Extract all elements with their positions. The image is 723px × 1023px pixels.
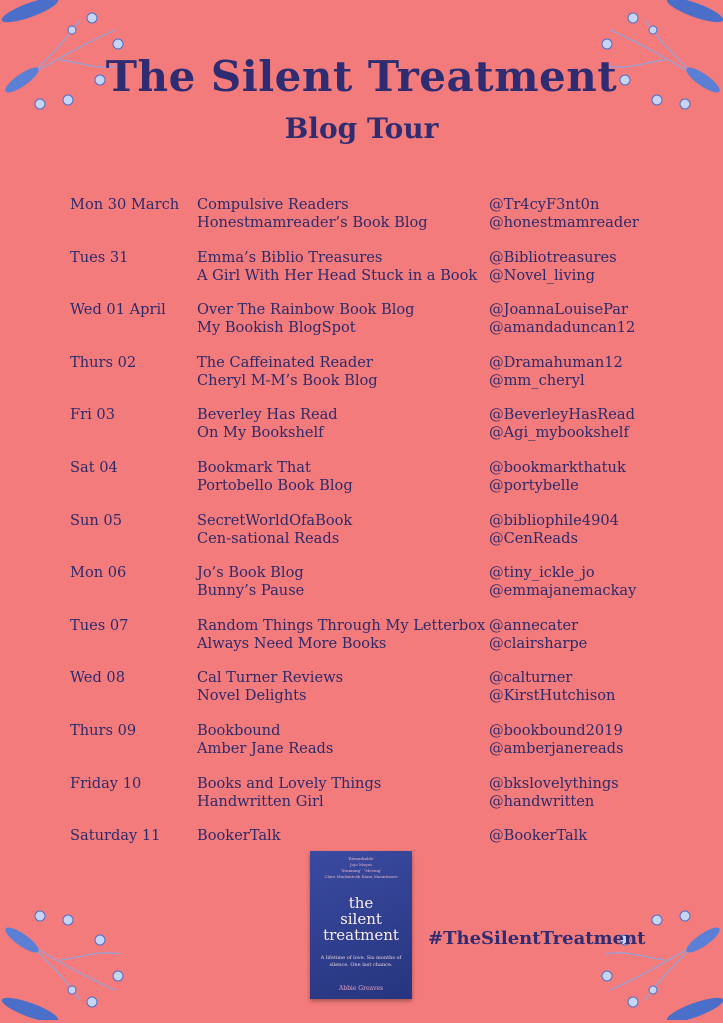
hashtag: #TheSilentTreatment xyxy=(428,928,646,949)
tour-date: Friday 10 xyxy=(70,774,142,792)
blog-names xyxy=(197,301,489,354)
cover-quote: ‘Stunning’ xyxy=(340,868,362,873)
twitter-handles xyxy=(489,459,689,512)
tour-date: Tues 07 xyxy=(70,616,129,634)
blog-name: Bunny’s Pause xyxy=(197,582,305,600)
twitter-handle: @emmajanemackay xyxy=(489,582,637,600)
twitter-handle: @amberjanereads xyxy=(489,739,624,757)
blog-names xyxy=(197,196,489,249)
cover-quote: ‘Moving’ xyxy=(363,868,382,873)
schedule-row xyxy=(70,249,690,302)
twitter-handles xyxy=(489,617,689,670)
blog-name: Cal Turner Reviews xyxy=(197,669,344,687)
schedule-row xyxy=(70,564,690,617)
twitter-handle: @Agi_mybookshelf xyxy=(489,424,629,442)
twitter-handle: @CenReads xyxy=(489,529,578,547)
twitter-handle: @calturner xyxy=(489,669,573,687)
twitter-handle: @bkslovelythings xyxy=(489,774,619,792)
cover-quote: ‘Remarkable’ xyxy=(347,856,375,861)
cover-title xyxy=(310,895,412,943)
blog-name: Always Need More Books xyxy=(197,634,387,652)
blog-names xyxy=(197,354,489,407)
schedule-row xyxy=(70,669,690,722)
tour-date: Mon 06 xyxy=(70,564,127,582)
twitter-handles xyxy=(489,406,689,459)
tour-date: Sun 05 xyxy=(70,511,123,529)
twitter-handles xyxy=(489,249,689,302)
blog-name: Random Things Through My Letterbox xyxy=(197,616,486,634)
twitter-handle: @KirstHutchison xyxy=(489,687,616,705)
twitter-handle: @honestmamreader xyxy=(489,214,639,231)
blog-name: On My Bookshelf xyxy=(197,424,324,442)
cover-quote-author: Jojo Moyes xyxy=(349,862,373,867)
twitter-handles xyxy=(489,512,689,565)
tour-date: Tues 31 xyxy=(70,248,129,266)
twitter-handle: @tiny_ickle_jo xyxy=(489,564,595,582)
twitter-handle: @handwritten xyxy=(489,792,595,810)
blog-name: Bookmark That xyxy=(197,458,311,476)
blog-names xyxy=(197,669,489,722)
schedule-row xyxy=(70,406,690,459)
tour-date: Mon 30 March xyxy=(70,196,180,213)
twitter-handle: @mm_cheryl xyxy=(489,371,585,389)
schedule-row xyxy=(70,196,690,249)
cover-quotes xyxy=(310,851,412,880)
blog-names xyxy=(197,249,489,302)
blog-name: Cheryl M-M’s Book Blog xyxy=(197,371,378,389)
blog-name: Cen-sational Reads xyxy=(197,529,340,547)
tour-date: Wed 01 April xyxy=(70,301,166,319)
cover-tagline: A lifetime of love. Six months of silence. One last chance. xyxy=(320,955,402,968)
tour-date: Wed 08 xyxy=(70,669,125,687)
tour-date: Fri 03 xyxy=(70,406,115,424)
tour-schedule xyxy=(70,196,690,880)
twitter-handle: @Tr4cyF3nt0n xyxy=(489,196,600,213)
cover-title-line: silent xyxy=(340,910,382,928)
blog-name: Jo’s Book Blog xyxy=(197,564,304,582)
blog-name: Beverley Has Read xyxy=(197,406,338,424)
schedule-row xyxy=(70,301,690,354)
twitter-handle: @amandaduncan12 xyxy=(489,319,636,337)
floral-corner-bottom-right xyxy=(595,900,723,1020)
blog-name: A Girl With Her Head Stuck in a Book xyxy=(197,266,478,284)
blog-names xyxy=(197,775,489,828)
twitter-handles xyxy=(489,196,689,249)
blog-name: Handwritten Girl xyxy=(197,792,324,810)
cover-quote-author: Kiara Mountmore xyxy=(361,874,398,879)
blog-name: Honestmamreader’s Book Blog xyxy=(197,214,428,231)
floral-corner-bottom-left xyxy=(0,900,130,1020)
twitter-handle: @Novel_living xyxy=(489,266,595,284)
blog-names xyxy=(197,512,489,565)
blog-names xyxy=(197,406,489,459)
cover-title-line: treatment xyxy=(323,926,399,944)
twitter-handle: @bookmarkthatuk xyxy=(489,458,626,476)
schedule-row xyxy=(70,354,690,407)
schedule-row xyxy=(70,459,690,512)
blog-name: Amber Jane Reads xyxy=(197,739,334,757)
schedule-row xyxy=(70,617,690,670)
twitter-handles xyxy=(489,564,689,617)
twitter-handle: @clairsharpe xyxy=(489,634,588,652)
blog-name: Novel Delights xyxy=(197,687,307,705)
twitter-handles xyxy=(489,301,689,354)
twitter-handles xyxy=(489,722,689,775)
blog-name: Emma’s Biblio Treasures xyxy=(197,248,383,266)
leaf-branch-icon xyxy=(0,900,130,1020)
twitter-handle: @Bibliotreasures xyxy=(489,248,617,266)
blog-name: Compulsive Readers xyxy=(197,196,349,213)
tour-date: Thurs 02 xyxy=(70,353,137,371)
twitter-handle: @BeverleyHasRead xyxy=(489,406,635,424)
tour-date: Thurs 09 xyxy=(70,721,137,739)
cover-title-line: the xyxy=(348,894,374,912)
twitter-handles xyxy=(489,775,689,828)
twitter-handle: @BookerTalk xyxy=(489,827,588,845)
blog-name: Bookbound xyxy=(197,721,281,739)
twitter-handle: @portybelle xyxy=(489,476,579,494)
blog-name: Over The Rainbow Book Blog xyxy=(197,301,415,319)
schedule-row xyxy=(70,722,690,775)
blog-name: SecretWorldOfaBook xyxy=(197,511,353,529)
blog-name: Books and Lovely Things xyxy=(197,774,382,792)
twitter-handle: @annecater xyxy=(489,616,579,634)
twitter-handles xyxy=(489,354,689,407)
blog-name: My Bookish BlogSpot xyxy=(197,319,356,337)
twitter-handle: @bibliophile4904 xyxy=(489,511,619,529)
blog-name: The Caffeinated Reader xyxy=(197,353,373,371)
schedule-row xyxy=(70,512,690,565)
blog-name: BookerTalk xyxy=(197,827,281,845)
blog-names xyxy=(197,722,489,775)
page-title: The Silent Treatment xyxy=(105,52,618,101)
blog-names xyxy=(197,617,489,670)
schedule-row xyxy=(70,775,690,828)
leaf-branch-icon xyxy=(595,900,723,1020)
twitter-handles xyxy=(489,669,689,722)
blog-name: Portobello Book Blog xyxy=(197,476,353,494)
twitter-handle: @Dramahuman12 xyxy=(489,353,623,371)
blog-names xyxy=(197,459,489,512)
tour-date: Sat 04 xyxy=(70,458,118,476)
twitter-handle: @bookbound2019 xyxy=(489,721,623,739)
cover-author: Abbie Greaves xyxy=(338,985,384,992)
book-cover xyxy=(310,851,412,999)
twitter-handle: @JoannaLouisePar xyxy=(489,301,628,319)
cover-quote-author: Clare Mackintosh xyxy=(324,874,361,879)
tour-date: Saturday 11 xyxy=(70,827,161,845)
blog-names xyxy=(197,564,489,617)
page-subtitle: Blog Tour xyxy=(284,112,439,145)
twitter-handles xyxy=(489,827,689,880)
